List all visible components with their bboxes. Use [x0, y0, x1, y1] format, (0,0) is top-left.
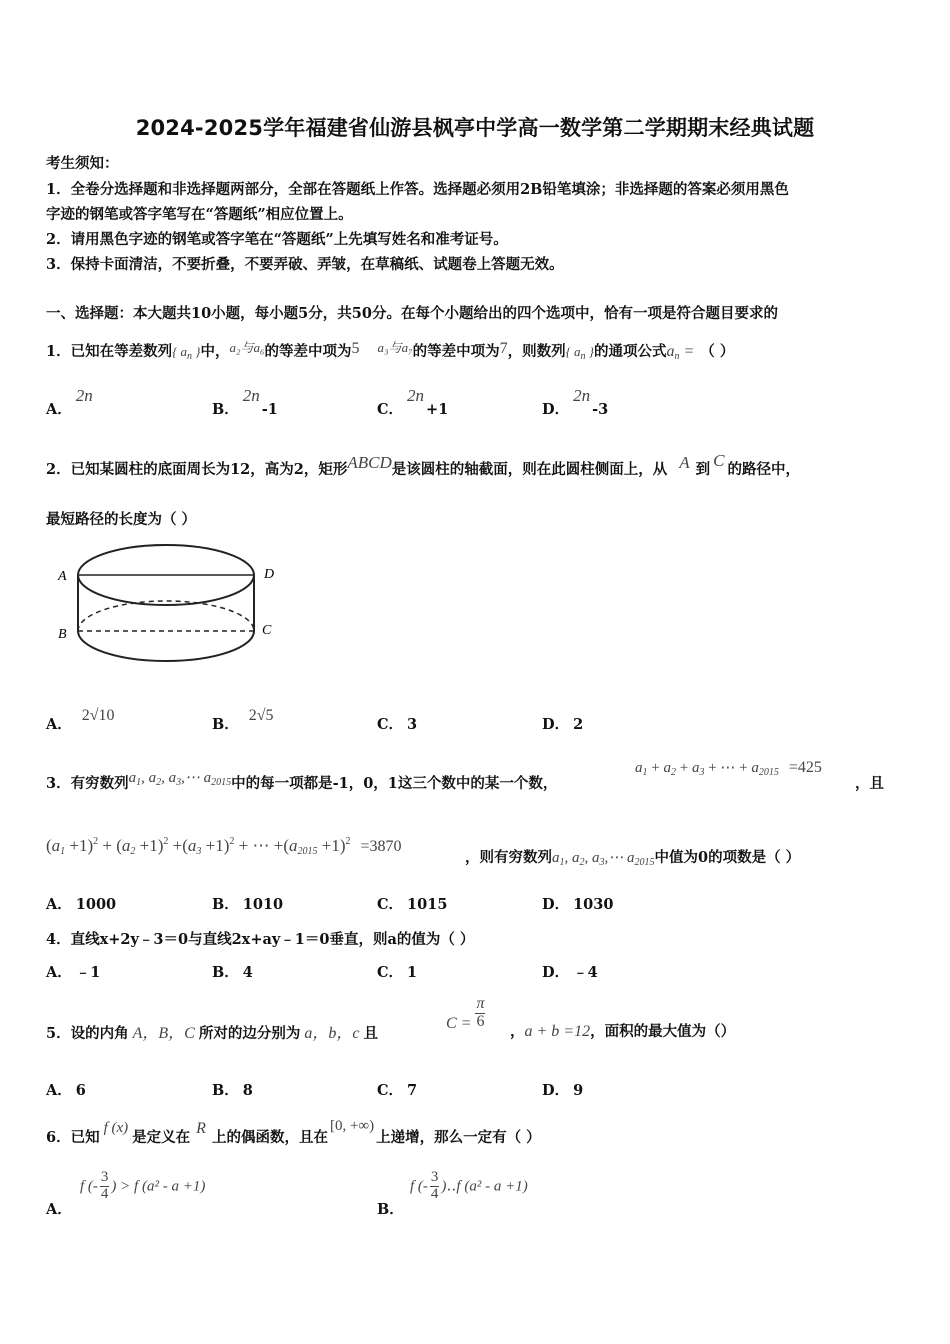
option-math: 2n: [75, 386, 93, 405]
label-a: A: [58, 569, 67, 584]
math-abcd: ABCD: [347, 453, 392, 472]
question-number: 1．: [46, 343, 71, 360]
math-an-eq: $a_n$ =: [666, 343, 695, 362]
q1-option-a[interactable]: A．2n: [46, 386, 93, 418]
q6-option-a[interactable]: A．: [46, 1201, 72, 1218]
question-4: 4．直线x+2y﹣3＝0与直线2x+ay﹣1＝0垂直，则a的值为（ ）: [46, 931, 475, 948]
q1-option-d[interactable]: D．2n-3: [542, 386, 609, 418]
option-math: 2n: [573, 386, 591, 405]
math-7: 7: [499, 340, 508, 357]
q5-option-c[interactable]: C． 7: [377, 1082, 418, 1099]
option-math: 2n: [407, 386, 425, 405]
math-sum: $a_1 + a_2 + a_3$ + ⋯ + $a_{2015} =425$: [635, 759, 822, 778]
q3-and: ，且: [855, 775, 884, 792]
question-2: 2．已知某圆柱的底面周长为12，高为2，矩形ABCD是该圆柱的轴截面，则在此圆柱侧面上，从 A 到 C 的路径中，: [46, 451, 800, 478]
q6-option-a-math: f (- $\frac{3}{4}$ ) > f (a² - a +1): [80, 1169, 206, 1202]
section-heading: 一、选择题：本大题共10小题，每小题5分，共50分。在每个小题给出的四个选项中，恰有一项是符合题目要求的: [46, 305, 778, 322]
math-seq: $a_1$, $a_2$, $a_3,\cdots$ $a_{2015}$: [128, 770, 232, 788]
option-math: 2n: [242, 386, 260, 405]
q4-option-d[interactable]: D． ﹣4: [542, 964, 598, 981]
question-6: 6．已知f (x)是定义在R上的偶函数，且在[0, +∞)上递增，那么一定有（ ）: [46, 1118, 541, 1146]
math-an-2: { $a_n$ }: [565, 344, 594, 362]
q2-option-d[interactable]: D． 2: [542, 716, 584, 733]
math-a: A: [679, 453, 690, 472]
q2-option-c[interactable]: C． 3: [377, 716, 418, 733]
option-math: 2√5: [248, 707, 274, 724]
question-5: 5．设的内角 A，B，C 所对的边分别为 a，b，c 且: [46, 1025, 378, 1042]
q3-option-b[interactable]: B． 1010: [212, 896, 284, 913]
q5-option-b[interactable]: B． 8: [212, 1082, 253, 1099]
math-a3-a7: a₃与a₇: [377, 340, 413, 355]
math-c-eq-pi-6: C = $\frac{\pi}{6}$: [446, 995, 485, 1032]
math-interval: [0, +∞): [329, 1118, 375, 1134]
math-r: R: [196, 1120, 206, 1137]
q4-option-c[interactable]: C． 1: [377, 964, 418, 981]
notice-heading: 考生须知：: [46, 155, 119, 172]
q1-option-b[interactable]: B．2n-1: [212, 386, 278, 418]
label-b: B: [58, 627, 67, 642]
option-math: 2√10: [81, 707, 115, 724]
question-3: 3．有穷数列$a_1$, $a_2$, $a_3,\cdots$ $a_{2015}$中的每一项都是-1，0，1这三个数中的某一个数，: [46, 770, 558, 792]
q6-option-b-math: f (- $\frac{3}{4}$ )‥f (a² - a +1): [410, 1169, 528, 1202]
cylinder-figure: [48, 540, 288, 666]
question-2-line-2: 最短路径的长度为（ ）: [46, 511, 197, 528]
math-a2-a6: a₂与a₆: [229, 340, 265, 355]
notice-item-3: 3．保持卡面清洁，不要折叠，不要弄破、弄皱，在草稿纸、试题卷上答题无效。: [46, 256, 564, 273]
q1-option-c[interactable]: C．2n+1: [377, 386, 449, 418]
math-fx: f (x): [103, 1120, 129, 1136]
notice-item-1-cont: 字迹的钢笔或答字笔写在“答题纸”相应位置上。: [46, 206, 353, 223]
q5-option-d[interactable]: D． 9: [542, 1082, 584, 1099]
math-5: 5: [351, 340, 360, 357]
q3-option-c[interactable]: C． 1015: [377, 896, 448, 913]
q2-option-a[interactable]: A．2√10: [46, 707, 115, 733]
math-angles: A，B，C: [132, 1025, 195, 1042]
question-3-cont: ，则有穷数列$a_1$, $a_2$, $a_3,\cdots$ $a_{2015}$中值为0的项数是（ ）: [465, 849, 801, 868]
math-squares: $(a_1 +1)^2 + (a_2 +1)^2 +(a_3 +1)^2$ + ⋯ $+(a_{2015} +1)^2 =3870$: [46, 836, 402, 857]
q4-option-a[interactable]: A． ﹣1: [46, 964, 101, 981]
q4-option-b[interactable]: B． 4: [212, 964, 253, 981]
q3-option-a[interactable]: A． 1000: [46, 896, 117, 913]
notice-item-1: 1．全卷分选择题和非选择题两部分，全部在答题纸上作答。选择题必须用2B铅笔填涂；非选择题的答案必须用黑色: [46, 181, 789, 198]
q3-option-d[interactable]: D． 1030: [542, 896, 614, 913]
label-d: D: [264, 567, 275, 582]
question-5-cont: ，a + b =12，面积的最大值为（）: [510, 1023, 736, 1040]
math-sides: a，b，c: [304, 1025, 360, 1042]
math-c: C: [713, 451, 725, 470]
math-an: { $a_n$ }: [172, 344, 201, 362]
q2-option-b[interactable]: B．2√5: [212, 707, 274, 733]
q5-option-a[interactable]: A． 6: [46, 1082, 86, 1099]
page-title: 2024-2025学年福建省仙游县枫亭中学高一数学第二学期期末经典试题: [135, 116, 815, 140]
notice-item-2: 2．请用黑色字迹的钢笔或答字笔在“答题纸”上先填写姓名和准考证号。: [46, 231, 508, 248]
label-c: C: [262, 623, 272, 638]
q6-option-b[interactable]: B．: [377, 1201, 404, 1218]
question-1: 1．已知在等差数列{ $a_n$ }中，a₂与a₆的等差中项为5 a₃与a₇的等差中项为7，则数列{ $a_n$ }的通项公式$a_n$ = （ ）: [46, 340, 735, 362]
